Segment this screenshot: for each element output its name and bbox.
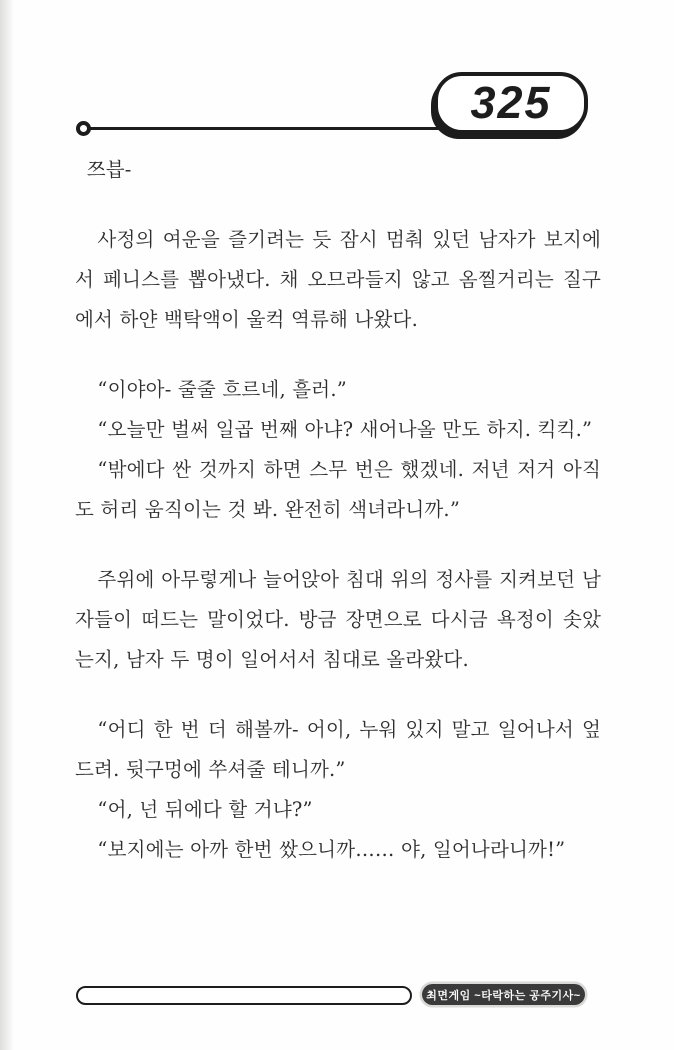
footer-rule-pill [76, 986, 412, 1005]
narration-paragraph: 주위에 아무렇게나 늘어앉아 침대 위의 정사를 지켜보던 남자들이 떠드는 말이었다. 방금 장면으로 다시금 욕정이 솟았는지, 남자 두 명이 일어서서 침대로 올라왔다. [75, 568, 601, 671]
dialogue-line: “보지에는 아까 한번 쌌으니까…… 야, 일어나라니까!” [97, 838, 566, 861]
dialogue-line: “이야아- 줄줄 흐르네, 흘러.” [97, 378, 347, 401]
narration-paragraph: 사정의 여운을 즐기려는 듯 잠시 멈춰 있던 남자가 보지에서 페니스를 뽑아냈다. 채 오므라들지 않고 옴찔거리는 질구에서 하얀 백탁액이 울컥 역류해 나왔다. [75, 228, 601, 331]
footer-series-badge [422, 984, 585, 1005]
page-binding-shadow [0, 0, 14, 1050]
header-rule-line [90, 127, 440, 130]
dialogue-line: “어디 한 번 더 해볼까- 어이, 누워 있지 말고 일어나서 엎드려. 뒷구멍에 쑤셔줄 테니까.” [75, 718, 601, 781]
page-text-column [75, 150, 601, 870]
dialogue-line: “어, 넌 뒤에다 할 거냐?” [97, 798, 313, 821]
dialogue-line: “밖에다 싼 것까지 하면 스무 번은 했겠네. 저년 저거 아직도 허리 움직이는 것 봐. 완전히 색녀라니까.” [75, 458, 601, 521]
dialogue-line: “오늘만 벌써 일곱 번째 아냐? 새어나올 만도 하지. 킥킥.” [97, 418, 593, 441]
sound-effect-text: 쯔븝- [86, 158, 132, 181]
page-number-badge: 325 [434, 72, 588, 134]
header-rule-dot-icon [76, 121, 91, 136]
series-title: 최면게임 ~타락하는 공주기사~ [426, 989, 581, 1002]
